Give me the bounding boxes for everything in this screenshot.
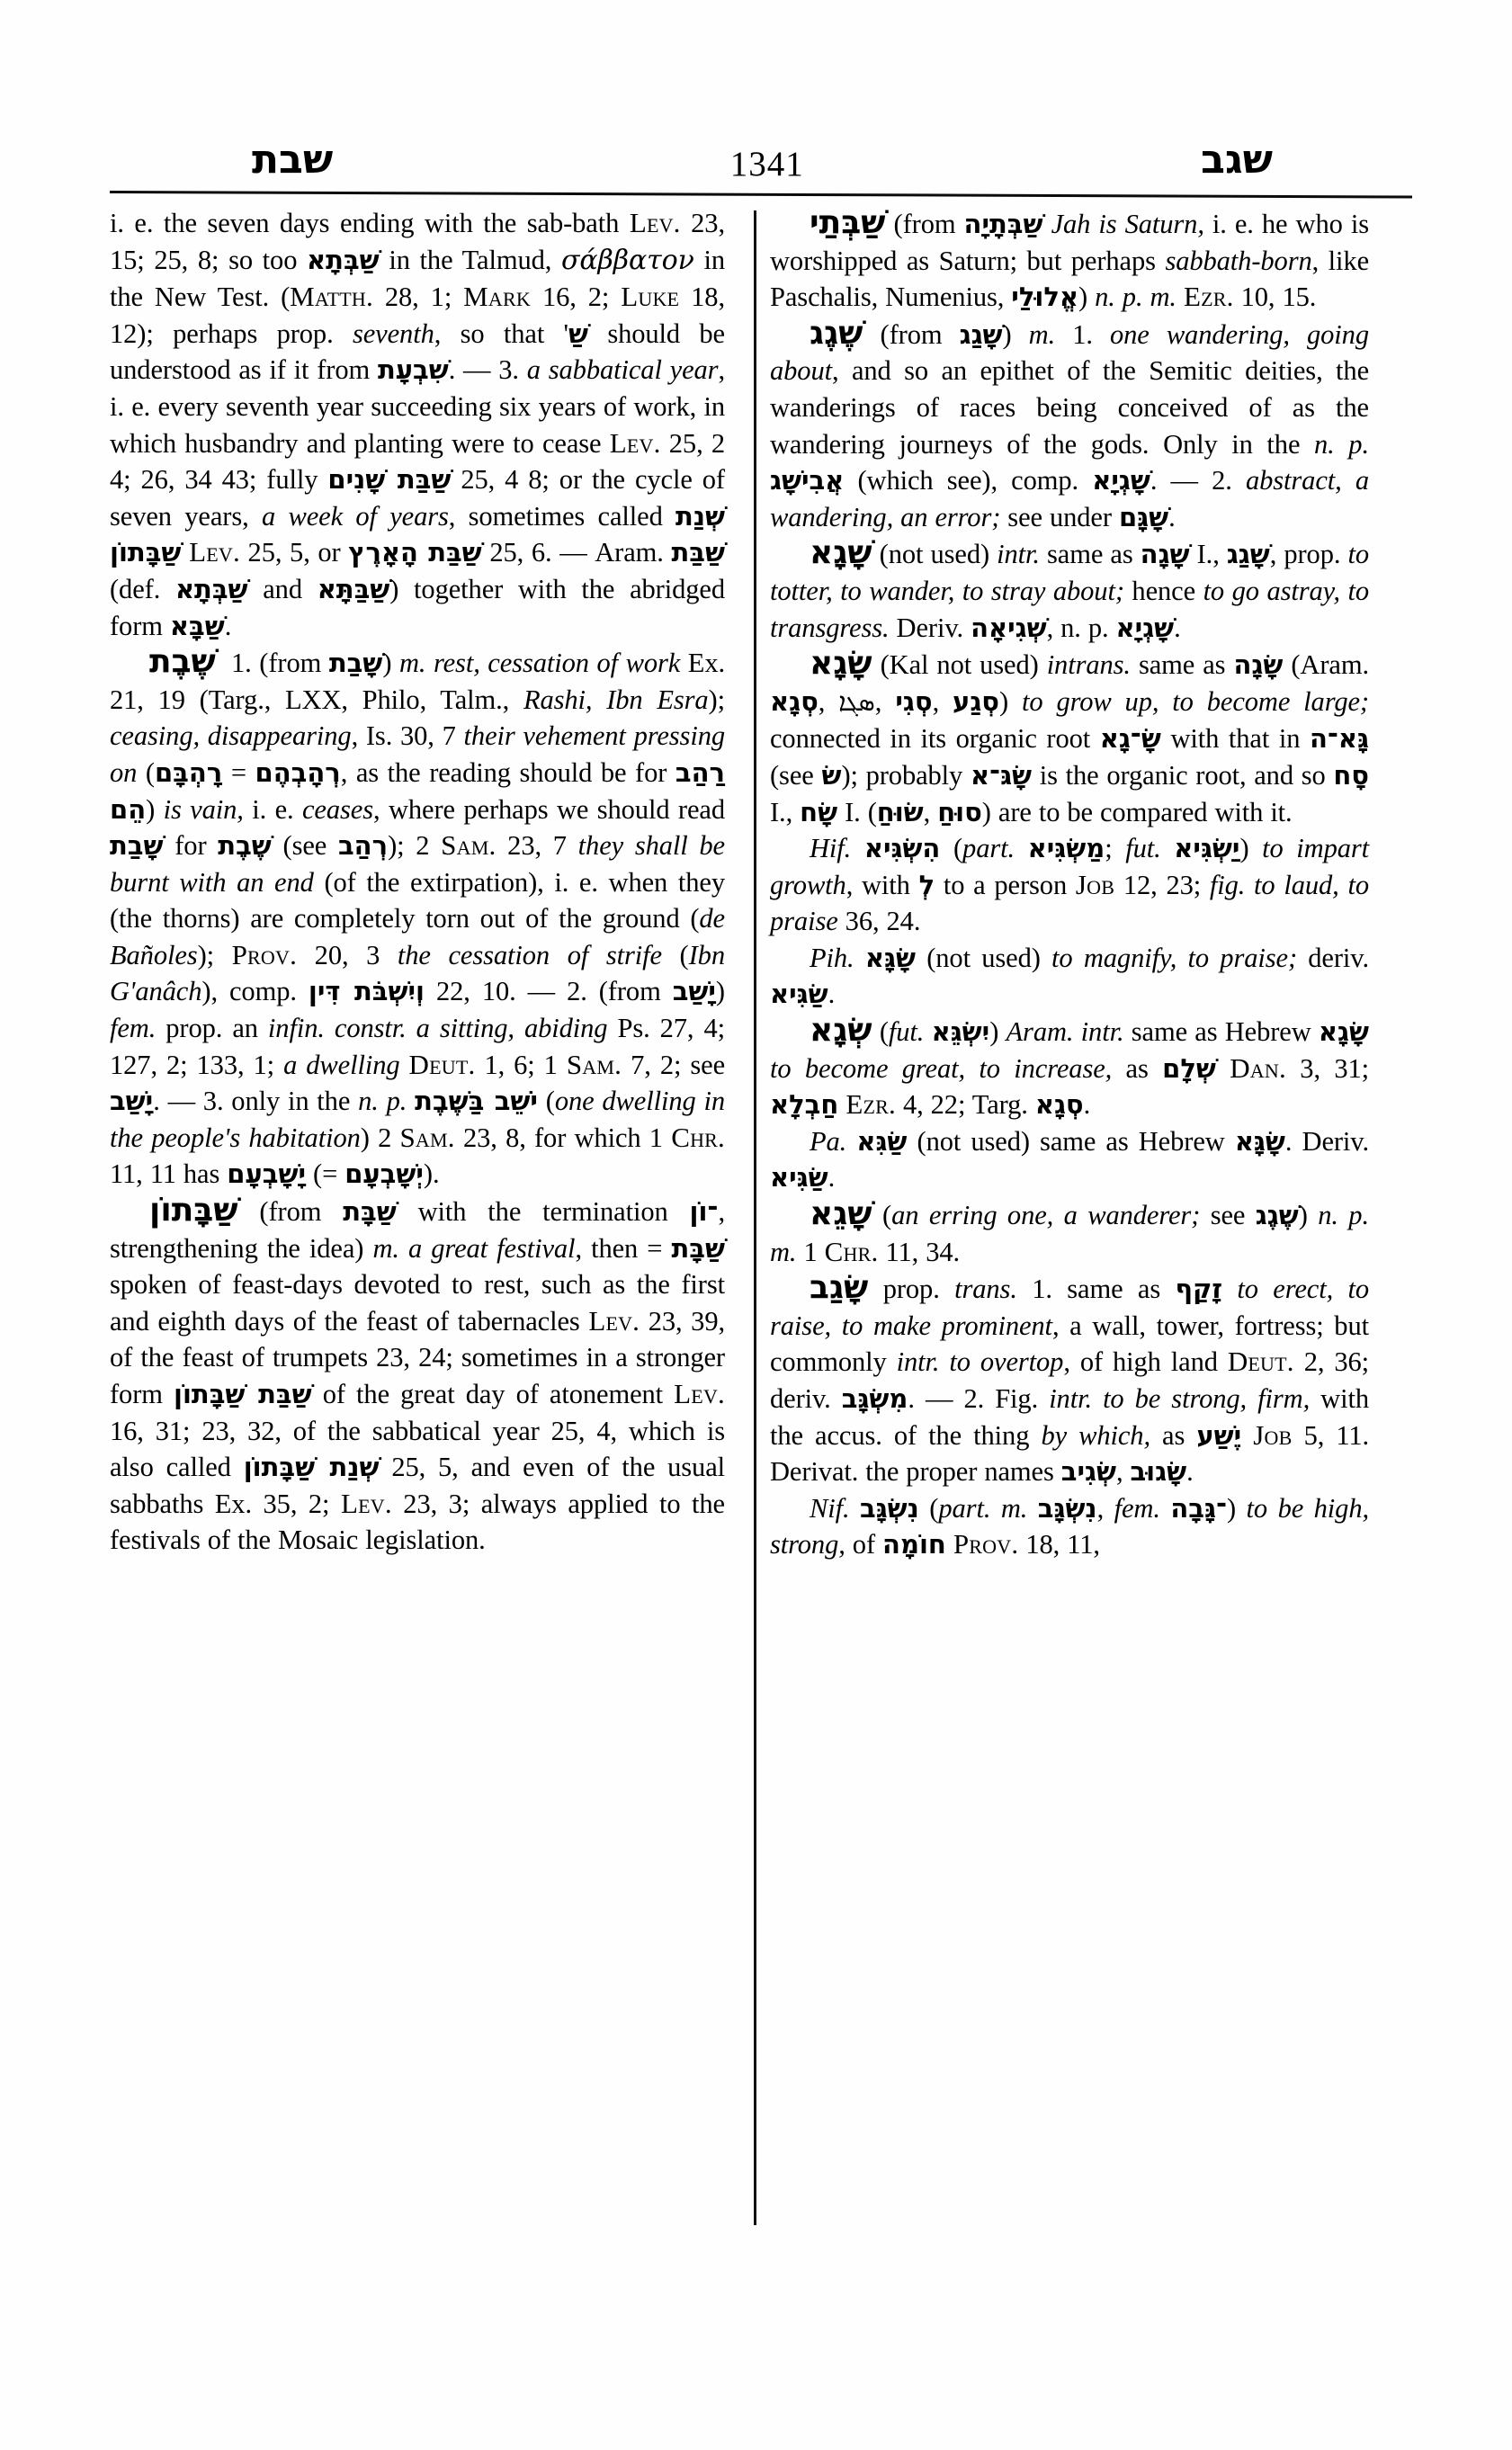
entry-paragraph: Nif. נִשְׂגָּב (part. m. נִשְׂגָּב, fem. ־גָּבָה) to be high, strong, of חוֹמָה Prov. 18, 11, xyxy=(770,1492,1369,1560)
entry-paragraph: שָׂגָא (Kal not used) intrans. same as שָׂגָה (Aram. סְגָא, ܣܓܐ, סְגִי, סְגַע) to grow up, to become large; connected in its organic root שָׂ־גָא with that in גָּא־ה (see שׂ); probably שָׂגּ־א is the organic root, and so סָח I., שָׂח I. (שׂוּחַ, סוּחַ) are to be compared with it. xyxy=(770,645,1369,827)
entry-paragraph: Pih. שָׂגָּא (not used) to magnify, to praise; deriv. שַׂגִּיא. xyxy=(770,942,1369,1010)
left-column xyxy=(110,205,739,2256)
running-head-left-hebrew: שבת xyxy=(252,137,334,183)
entry-paragraph: שֶׁגֶג (from שָׁגַג) m. 1. one wandering, going about, and so an epithet of the Semitic deities, the wanderings of races being conceived of as the wandering journeys of the gods. Only in the n. p. אֲבִישָׁג (which see), comp. שָׁגְיָא. — 2. abstract, a wandering, an error; see under שָׁגָּם. xyxy=(770,314,1369,532)
page-number: 1341 xyxy=(729,145,804,183)
entry-paragraph: Pa. שַׂגִּא (not used) same as Hebrew שָׂגָּא. Deriv. שַׂגִּיא. xyxy=(770,1125,1370,1194)
entry-paragraph: שָׂגַב prop. trans. 1. same as זָקַף to erect, to raise, to make prominent, a wall, tower, fortress; but commonly intr. to overtop, of high land Deut. 2, 36; deriv. מִשְׂגָּב. — 2. Fig. intr. to be strong, firm, with the accus. of the thing by which, as יֶשַׁע Job 5, 11. Derivat. the proper names שְׂגִיב, שָׂגוּב. xyxy=(770,1269,1370,1488)
right-column xyxy=(739,205,1369,2256)
entry-paragraph: שַׁבְּתַי (from שַׁבְּתָיָה Jah is Saturn, i. e. he who is worshipped as Saturn; but perhaps sabbath-born, like Paschalis, Numenius, אֱלוּלַי) n. p. m. Ezr. 10, 15. xyxy=(770,204,1370,313)
entry-paragraph: שָׁגָא (not used) intr. same as שָׁגָה I., שָׁגַג, prop. to totter, to wander, to stray about; hence to go astray, to transgress. Deriv. שְׁגִיאָה, n. p. שָׁגְיָא. xyxy=(770,534,1369,643)
entry-paragraph: שָׁגֵא (an erring one, a wanderer; see שֶׁגֶג) n. p. m. 1 Chr. 11, 34. xyxy=(770,1195,1369,1267)
running-head-right-hebrew: שגב xyxy=(1201,137,1273,183)
running-head xyxy=(108,115,1412,183)
entry-paragraph: Hif. הִשְׂגִּיא (part. מַשְׂגִּיא; fut. יַשְׂגִּיא) to impart growth, with לְ to a person Job 12, 23; fig. to laud, to praise 36, 24. xyxy=(770,833,1370,937)
entry-paragraph: שֶׁבֶת 1. (from שָׁבַת) m. rest, cessation of work Ex. 21, 19 (Targ., LXX, Philo, Talm., Rashi, Ibn Esra); ceasing, disappearing, Is. 30, 7 their vehement pressing on (רָהְבָּם = רְהָבְהֶם, as the reading should be for רַהַב הֵם) is vain, i. e. ceases, where perhaps we should read שָׁבַת for שֶׁבֶת (see רְהַב); 2 Sam. 23, 7 they shall be burnt with an end (of the extirpation), i. e. when they (the thorns) are completely torn out of the ground (de Bañoles); Prov. 20, 3 the cessation of strife (Ibn G'anâch), comp. וְיִשְׁבֹּת דִּין 22, 10. — 2. (from יָשַׁב) fem. prop. an infin. constr. a sitting, abiding Ps. 27, 4; 127, 2; 133, 1; a dwelling Deut. 1, 6; 1 Sam. 7, 2; see יָשַׁב. — 3. only in the n. p. יֹשֵׁב בַּשֶּׁבֶת (one dwelling in the people's habitation) 2 Sam. 23, 8, for which 1 Chr. 11, 11 has יָשָׁבְעָם (= יְשָׁבְעָם). xyxy=(110,643,726,1190)
header-rule xyxy=(110,191,1412,199)
entry-paragraph: שַׁבָּתוֹן (from שַׁבָּת with the termination ־וֹן, strengthening the idea) m. a great festival, then = שַׁבָּת spoken of feast-days devoted to rest, such as the first and eighth days of the feast of tabernacles Lev. 23, 39, of the feast of trumpets 23, 24; sometimes in a stronger form שַׁבַּת שַׁבָּתוֹן of the great day of atonement Lev. 16, 31; 23, 32, of the sabbatical year 25, 4, which is also called שְׁנַת שַׁבָּתוֹן 25, 5, and even of the usual sabbaths Ex. 35, 2; Lev. 23, 3; always applied to the festivals of the Mosaic legislation. xyxy=(110,1192,726,1556)
entry-paragraph: שְׂגָא (fut. יִשְׂגֵּא) Aram. intr. same as Hebrew שָׂגָא to become great, to increase, as שְׁלָם Dan. 3, 31; חַבְלָא Ezr. 4, 22; Targ. סְגָא. xyxy=(770,1012,1369,1121)
body-columns xyxy=(110,205,1412,2256)
entry-paragraph: i. e. the seven days ending with the sab-bath Lev. 23, 15; 25, 8; so too שַׁבְּתָא in the Talmud, σάββατον in the New Test. (Matth. 28, 1; Mark 16, 2; Luke 18, 12); perhaps prop. seventh, so that 'שַׁ should be understood as if it from שִׁבְעָת. — 3. a sabbatical year, i. e. every seventh year succeeding six years of work, in which husbandry and planting were to cease Lev. 25, 2 4; 26, 34 43; fully שַׁבַּת שָׁנִים 25, 4 8; or the cycle of seven years, a week of years, sometimes called שְׁנַת שַׁבָּתוֹן Lev. 25, 5, or שַׁבַּת הָאָרֶץ 25, 6. — Aram. שַׁבַּת (def. שַׁבְּתָא and שַׁבַּתָּא) together with the abridged form שַׁבָּא. xyxy=(110,207,725,641)
